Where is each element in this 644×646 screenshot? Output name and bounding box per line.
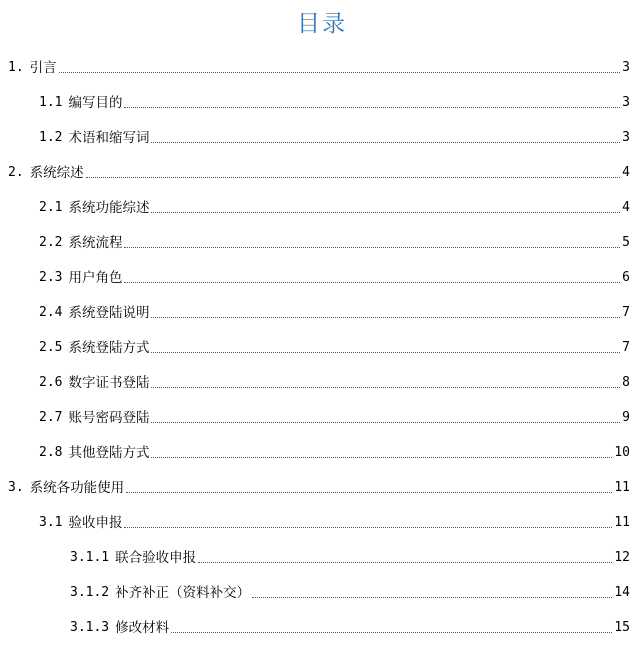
- toc-entry-2-4[interactable]: [39, 301, 630, 323]
- toc-entry-page: 5: [622, 235, 630, 250]
- toc-title: 目录: [297, 11, 347, 37]
- toc-entry-1-2[interactable]: [39, 126, 630, 148]
- toc-entry-text: 系统功能综述: [68, 200, 150, 216]
- toc-entry-3-1-3[interactable]: [70, 616, 630, 638]
- toc-entry-number: 2.1: [39, 200, 63, 215]
- toc-dot-leader: [252, 597, 612, 598]
- toc-entry-text: 联合验收申报: [115, 550, 197, 566]
- toc-dot-leader: [151, 422, 620, 423]
- toc-entry-page: 4: [622, 200, 630, 215]
- toc-entry-2[interactable]: [8, 161, 630, 183]
- toc-entry-number: 1.1: [39, 95, 63, 110]
- toc-entry-page: 8: [622, 375, 630, 390]
- toc-dot-leader: [124, 527, 612, 528]
- toc-entry-page: 3: [622, 95, 630, 110]
- toc-entry-number: 3.: [8, 480, 24, 495]
- toc-entry-text: 术语和缩写词: [68, 130, 150, 146]
- toc-entry-number: 2.: [8, 165, 24, 180]
- toc-entry-number: 2.6: [39, 375, 63, 390]
- toc-entry-text: 系统流程: [68, 235, 123, 251]
- toc-dot-leader: [171, 632, 612, 633]
- toc-dot-leader: [124, 247, 620, 248]
- toc-entry-page: 6: [622, 270, 630, 285]
- toc-entry-3-1[interactable]: [39, 511, 630, 533]
- toc-entry-text: 其他登陆方式: [68, 445, 150, 461]
- toc-entry-2-1[interactable]: [39, 196, 630, 218]
- toc-entry-1-1[interactable]: [39, 91, 630, 113]
- toc-entry-text: 验收申报: [68, 515, 123, 531]
- toc-entry-page: 11: [614, 515, 630, 530]
- toc-entry-page: 3: [622, 130, 630, 145]
- toc-entry-text: 用户角色: [68, 270, 123, 286]
- toc-entry-number: 2.8: [39, 445, 63, 460]
- toc-entry-number: 3.1.1: [70, 550, 110, 565]
- toc-entry-text: 系统登陆方式: [68, 340, 150, 356]
- toc-entry-2-8[interactable]: [39, 441, 630, 463]
- toc-dot-leader: [151, 387, 620, 388]
- toc-entry-2-6[interactable]: [39, 371, 630, 393]
- toc-entry-number: 1.2: [39, 130, 63, 145]
- toc-entry-page: 15: [614, 620, 630, 635]
- toc-entry-text: 补齐补正（资料补交）: [115, 585, 251, 601]
- toc-entry-3[interactable]: [8, 476, 630, 498]
- toc-entry-page: 4: [622, 165, 630, 180]
- toc-entry-number: 2.4: [39, 305, 63, 320]
- toc-dot-leader: [59, 72, 621, 73]
- toc-dot-leader: [126, 492, 612, 493]
- toc-dot-leader: [151, 352, 620, 353]
- toc-entry-number: 2.5: [39, 340, 63, 355]
- toc-entry-2-2[interactable]: [39, 231, 630, 253]
- toc-entry-number: 3.1: [39, 515, 63, 530]
- toc-entry-page: 3: [622, 60, 630, 75]
- toc-entry-page: 11: [614, 480, 630, 495]
- toc-entry-text: 引言: [29, 60, 57, 76]
- toc-entry-number: 1.: [8, 60, 24, 75]
- toc-entry-3-1-1[interactable]: [70, 546, 630, 568]
- toc-entry-number: 3.1.3: [70, 620, 110, 635]
- toc-dot-leader: [151, 457, 612, 458]
- toc-entry-text: 系统综述: [29, 165, 84, 181]
- toc-entry-2-5[interactable]: [39, 336, 630, 358]
- toc-entry-1[interactable]: [8, 56, 630, 78]
- toc-dot-leader: [151, 212, 620, 213]
- toc-dot-leader: [86, 177, 621, 178]
- toc-entry-page: 7: [622, 305, 630, 320]
- toc-entry-page: 9: [622, 410, 630, 425]
- toc-entry-page: 12: [614, 550, 630, 565]
- toc-entry-text: 修改材料: [115, 620, 170, 636]
- toc-entry-text: 系统各功能使用: [29, 480, 125, 496]
- toc-dot-leader: [151, 317, 620, 318]
- toc-entry-2-3[interactable]: [39, 266, 630, 288]
- toc-dot-leader: [151, 142, 620, 143]
- toc-entry-3-1-2[interactable]: [70, 581, 630, 603]
- toc-entry-page: 10: [614, 445, 630, 460]
- toc-entry-number: 2.2: [39, 235, 63, 250]
- toc-dot-leader: [198, 562, 612, 563]
- toc-dot-leader: [124, 107, 620, 108]
- toc-entry-2-7[interactable]: [39, 406, 630, 428]
- toc-entry-text: 编写目的: [68, 95, 123, 111]
- toc-entry-number: 2.3: [39, 270, 63, 285]
- toc-entry-text: 数字证书登陆: [68, 375, 150, 391]
- toc-entry-number: 2.7: [39, 410, 63, 425]
- toc-entry-page: 14: [614, 585, 630, 600]
- toc-entry-number: 3.1.2: [70, 585, 110, 600]
- toc-entry-page: 7: [622, 340, 630, 355]
- toc-dot-leader: [124, 282, 620, 283]
- toc-entry-text: 账号密码登陆: [68, 410, 150, 426]
- toc-entry-text: 系统登陆说明: [68, 305, 150, 321]
